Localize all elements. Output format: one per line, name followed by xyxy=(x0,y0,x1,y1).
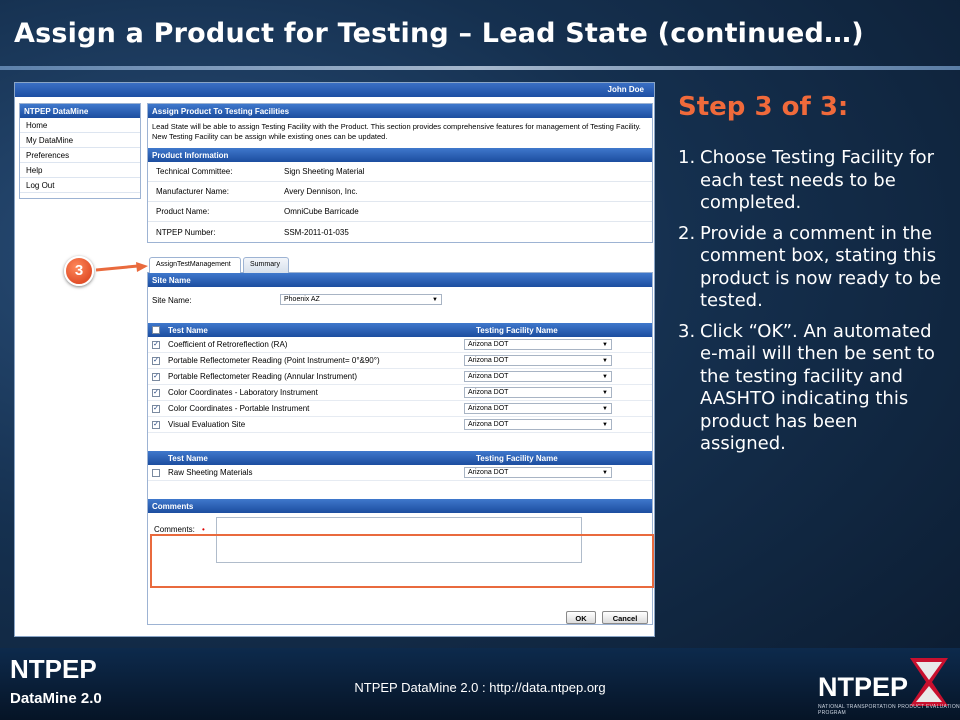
site-name-select[interactable] xyxy=(280,294,442,305)
tab-strip xyxy=(147,257,653,273)
col-testing-facility: Testing Facility Name xyxy=(476,325,558,335)
step-item xyxy=(678,147,948,215)
step-number: 3. xyxy=(678,320,696,342)
ntpep-logo-subtitle: NATIONAL TRANSPORTATION PRODUCT EVALUATION PROGRAM xyxy=(818,704,960,716)
app-top-bar xyxy=(15,83,654,97)
test-name: Color Coordinates - Laboratory Instrument xyxy=(168,388,318,397)
info-row xyxy=(148,222,652,242)
site-name-value: Phoenix AZ xyxy=(284,296,320,303)
table-row xyxy=(148,337,652,353)
col-test-name: Test Name xyxy=(168,325,208,335)
footer-url: NTPEP DataMine 2.0 : http://data.ntpep.org xyxy=(354,680,606,695)
raw-grid-header xyxy=(148,451,652,465)
chevron-down-icon: ▼ xyxy=(602,422,608,428)
row-checkbox[interactable]: ✓ xyxy=(153,388,159,396)
test-name: Color Coordinates - Portable Instrument xyxy=(168,404,310,413)
row-checkbox[interactable]: ✓ xyxy=(153,372,159,380)
testing-facility-value: Arizona DOT xyxy=(468,469,509,476)
raw-grid xyxy=(148,451,652,481)
row-checkbox[interactable]: ✓ xyxy=(153,340,159,348)
table-row xyxy=(148,353,652,369)
info-value: Avery Dennison, Inc. xyxy=(284,187,358,196)
row-checkbox[interactable]: ✓ xyxy=(153,356,159,364)
title-divider xyxy=(0,66,960,70)
testing-facility-select[interactable] xyxy=(464,355,612,366)
test-name: Coefficient of Retroreflection (RA) xyxy=(168,340,288,349)
nav-item-preferences[interactable]: Preferences xyxy=(20,148,140,163)
footer-brand: NTPEP xyxy=(10,654,97,684)
chevron-down-icon: ▼ xyxy=(432,297,438,303)
step-callout-badge: 3 xyxy=(64,256,94,286)
chevron-down-icon: ▼ xyxy=(602,374,608,380)
chevron-down-icon: ▼ xyxy=(602,342,608,348)
info-row xyxy=(148,162,652,182)
nav-item-my-datamine[interactable]: My DataMine xyxy=(20,133,140,148)
step-item xyxy=(678,223,948,313)
nav-item-log-out[interactable]: Log Out xyxy=(20,178,140,193)
comments-heading: Comments xyxy=(148,499,652,513)
test-name: Visual Evaluation Site xyxy=(168,420,246,429)
testing-facility-value: Arizona DOT xyxy=(468,405,509,412)
site-heading: Site Name xyxy=(148,273,652,287)
test-name: Portable Reflectometer Reading (Annular Instrument) xyxy=(168,372,357,381)
step-number: 1. xyxy=(678,147,696,168)
info-label: Manufacturer Name: xyxy=(156,187,229,196)
step-item xyxy=(678,321,948,456)
info-label: Technical Committee: xyxy=(156,167,233,176)
info-row xyxy=(148,182,652,202)
step-text: Choose Testing Facility for each test needs to be completed. xyxy=(700,147,934,213)
table-row xyxy=(148,465,652,481)
assign-product-panel xyxy=(147,103,653,243)
hourglass-logo-icon xyxy=(906,656,952,708)
table-row xyxy=(148,385,652,401)
ntpep-logo-text: NTPEP xyxy=(818,672,909,702)
site-label: Site Name: xyxy=(152,296,192,305)
step-text: Provide a comment in the comment box, stating this product is now ready to be tested. xyxy=(700,222,942,311)
slide-title: Assign a Product for Testing – Lead State (continued…) xyxy=(14,18,864,49)
required-mark: • xyxy=(202,525,205,534)
test-name: Portable Reflectometer Reading (Point Instrument= 0°&90°) xyxy=(168,356,380,365)
step-list xyxy=(678,147,948,464)
row-checkbox[interactable]: ✓ xyxy=(153,404,159,412)
page-description: Lead State will be able to assign Testing Facility with the Product. This section provides comprehensive features for management of Testing Facility. New Testing Facility can be assign while existing ones can be updated. xyxy=(152,122,641,141)
info-label: NTPEP Number: xyxy=(156,227,216,237)
testing-facility-select[interactable] xyxy=(464,339,612,350)
info-value: SSM-2011-01-035 xyxy=(284,227,349,237)
step-heading: Step 3 of 3: xyxy=(678,92,849,122)
testing-facility-value: Arizona DOT xyxy=(468,357,509,364)
testing-facility-select[interactable] xyxy=(464,403,612,414)
page-heading: Assign Product To Testing Facilities xyxy=(148,104,652,118)
comments-label: Comments: xyxy=(154,525,195,534)
raw-grid-body xyxy=(148,465,652,481)
tests-grid-body xyxy=(148,337,652,433)
tests-grid xyxy=(148,323,652,433)
testing-facility-value: Arizona DOT xyxy=(468,421,509,428)
testing-facility-select[interactable] xyxy=(464,419,612,430)
chevron-down-icon: ▼ xyxy=(602,358,608,364)
tab-assign-test-management[interactable]: AssignTestManagement xyxy=(149,257,241,274)
table-row xyxy=(148,401,652,417)
left-navigation xyxy=(19,103,141,199)
testing-facility-value: Arizona DOT xyxy=(468,389,509,396)
chevron-down-icon: ▼ xyxy=(602,406,608,412)
cancel-button[interactable]: Cancel xyxy=(602,611,648,624)
chevron-down-icon: ▼ xyxy=(602,390,608,396)
ok-button[interactable]: OK xyxy=(566,611,596,624)
product-info-heading: Product Information xyxy=(148,148,652,162)
tests-grid-header xyxy=(148,323,652,337)
comments-highlight-box xyxy=(150,534,654,588)
table-row xyxy=(148,369,652,385)
testing-facility-select[interactable] xyxy=(464,371,612,382)
nav-title: NTPEP DataMine xyxy=(20,104,140,118)
info-value: OmniCube Barricade xyxy=(284,207,359,216)
table-row xyxy=(148,417,652,433)
testing-facility-value: Arizona DOT xyxy=(468,341,509,348)
col-testing-facility: Testing Facility Name xyxy=(476,453,558,463)
testing-facility-select[interactable] xyxy=(464,467,612,478)
col-test-name: Test Name xyxy=(168,453,208,463)
site-row xyxy=(148,287,652,313)
chevron-down-icon: ▼ xyxy=(602,470,608,476)
row-checkbox[interactable] xyxy=(152,469,160,477)
testing-facility-select[interactable] xyxy=(464,387,612,398)
tab-summary[interactable]: Summary xyxy=(243,257,289,273)
step-text: Click “OK”. An automated e-mail will then be sent to the testing facility and AASHTO indicating this product has been assigned. xyxy=(700,320,935,454)
info-row xyxy=(148,202,652,222)
testing-facility-value: Arizona DOT xyxy=(468,373,509,380)
nav-item-home[interactable]: Home xyxy=(20,118,140,133)
row-checkbox[interactable]: ✓ xyxy=(153,420,159,428)
footer-brand-sub: DataMine 2.0 xyxy=(10,690,102,707)
info-label: Product Name: xyxy=(156,207,210,216)
select-all-checkbox[interactable] xyxy=(152,326,160,334)
info-value: Sign Sheeting Material xyxy=(284,167,365,176)
step-number: 2. xyxy=(678,222,696,244)
test-name: Raw Sheeting Materials xyxy=(168,468,253,477)
callout-arrow-icon xyxy=(96,262,148,276)
nav-item-help[interactable]: Help xyxy=(20,163,140,178)
user-name[interactable]: John Doe xyxy=(607,85,644,94)
